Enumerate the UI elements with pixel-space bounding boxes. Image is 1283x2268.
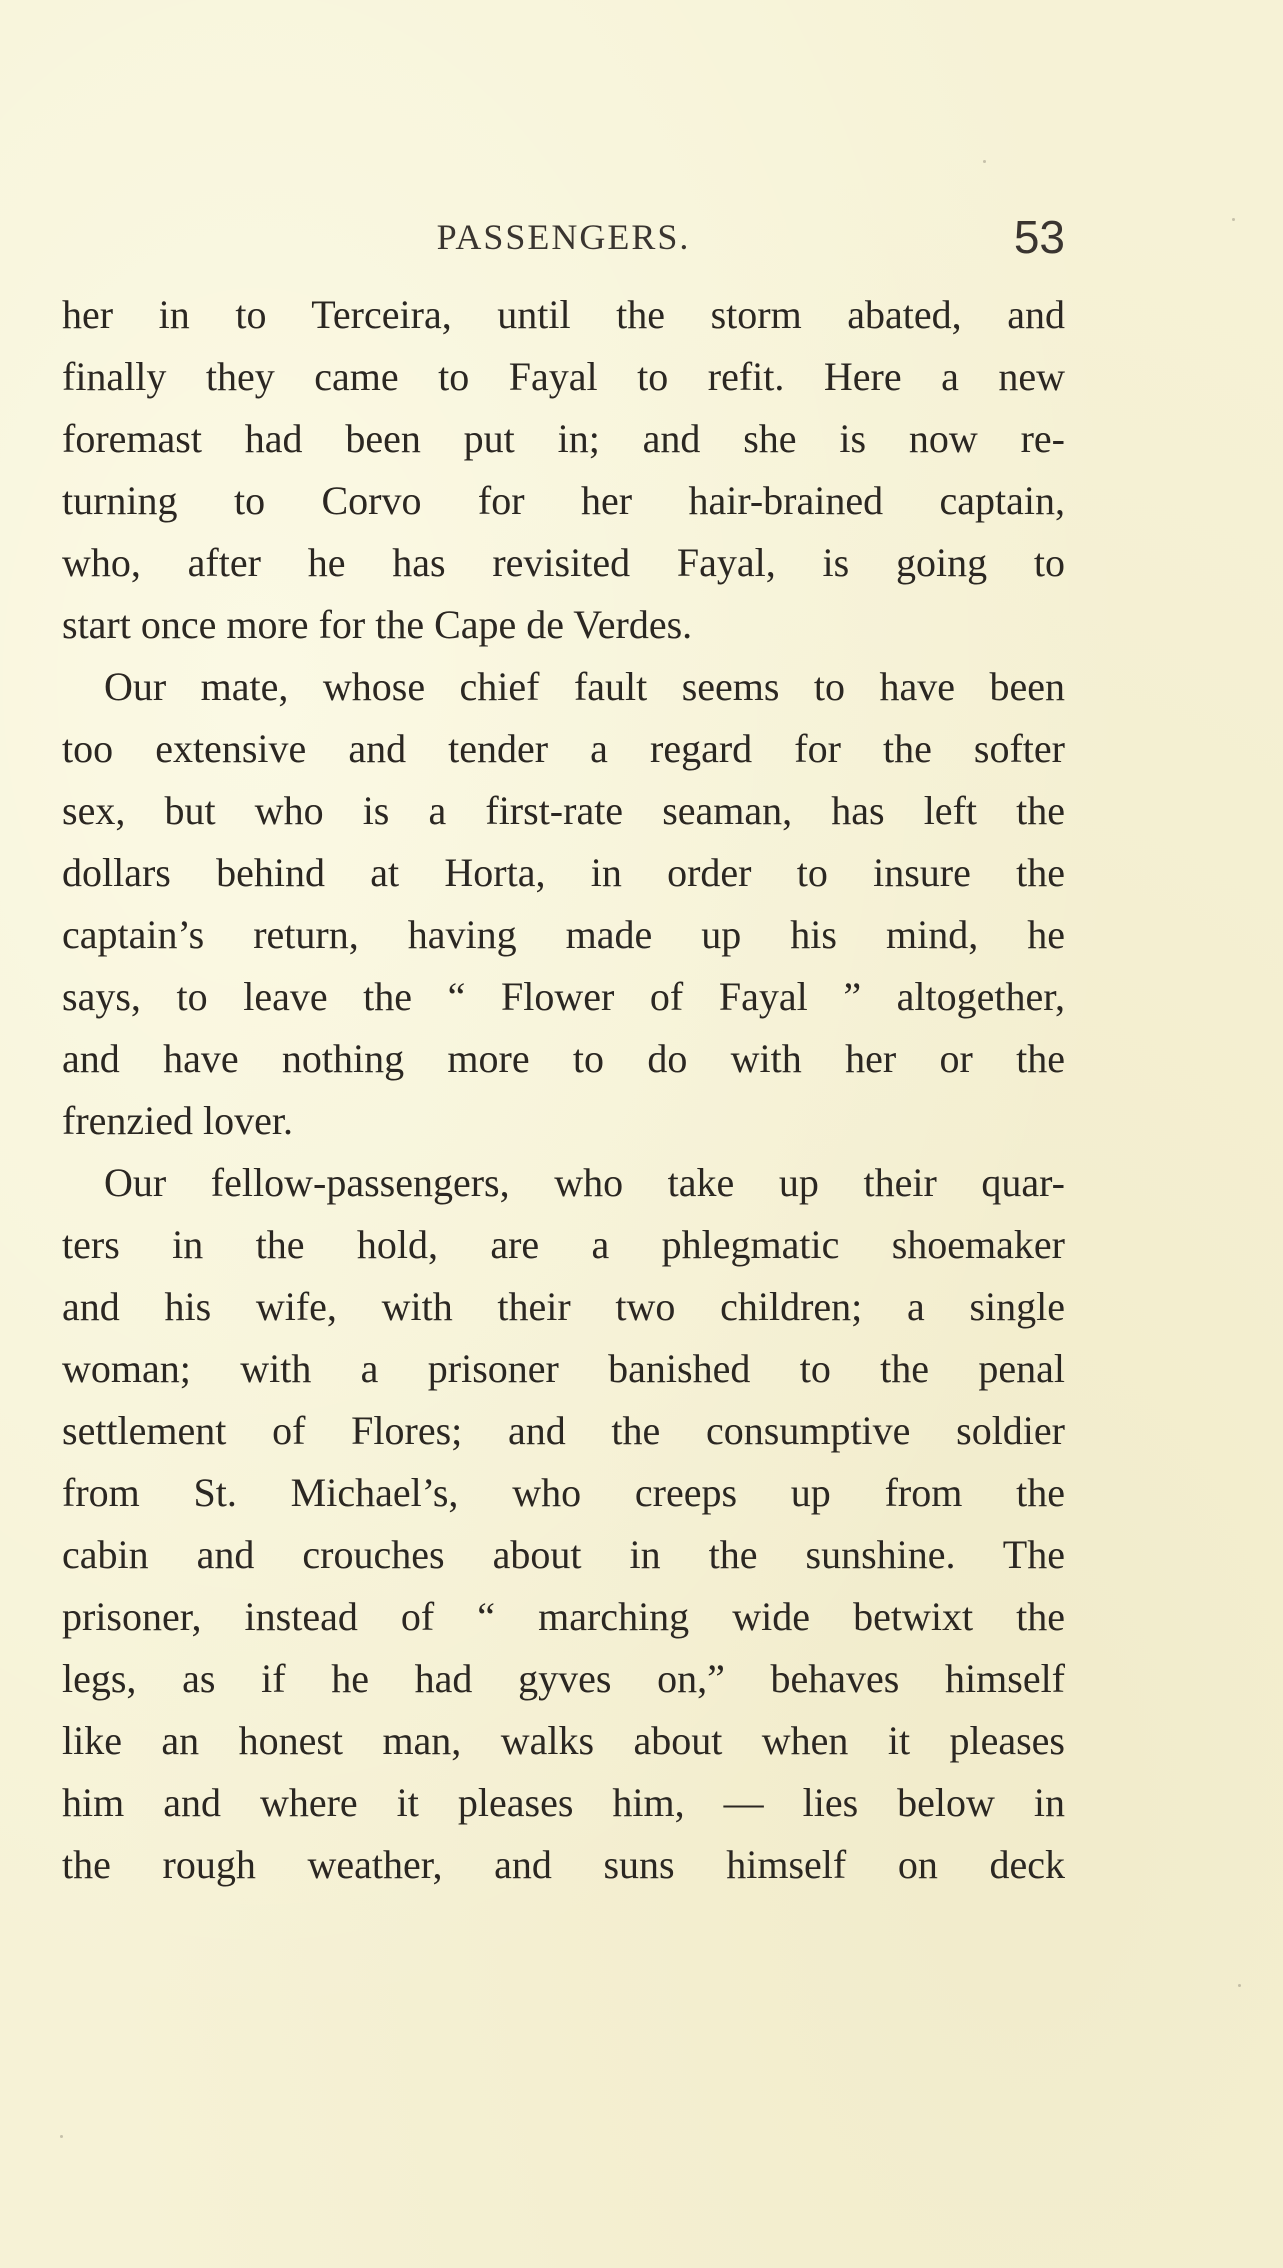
paper-speck: [1232, 218, 1235, 221]
text-line: Our fellow-passengers, who take up their quar-: [104, 1160, 1065, 1205]
text-line: ters in the hold, are a phlegmatic shoemaker: [62, 1222, 1065, 1267]
paper-speck: [60, 2135, 63, 2138]
text-line: frenzied lover.: [62, 1098, 293, 1143]
running-head: [62, 210, 1065, 270]
body-text: [62, 284, 1065, 1896]
text-line: too extensive and tender a regard for the softer: [62, 726, 1065, 771]
paper-speck: [983, 160, 986, 163]
text-line: settlement of Flores; and the consumptive soldier: [62, 1408, 1065, 1453]
running-title: PASSENGERS.: [436, 217, 691, 257]
text-line: him and where it pleases him, — lies below in: [62, 1780, 1065, 1825]
text-line: who, after he has revisited Fayal, is going to: [62, 540, 1065, 585]
text-line: her in to Terceira, until the storm abated, and: [62, 292, 1065, 337]
text-line: dollars behind at Horta, in order to insure the: [62, 850, 1065, 895]
paragraph-3: [62, 1152, 1065, 1896]
text-line: start once more for the Cape de Verdes.: [62, 602, 693, 647]
paper-speck: [1238, 1984, 1241, 1987]
text-line: and his wife, with their two children; a single: [62, 1284, 1065, 1329]
text-line: foremast had been put in; and she is now re-: [62, 416, 1065, 461]
text-line: from St. Michael’s, who creeps up from the: [62, 1470, 1065, 1515]
text-line: sex, but who is a first-rate seaman, has left the: [62, 788, 1065, 833]
text-line: legs, as if he had gyves on,” behaves himself: [62, 1656, 1065, 1701]
text-line: turning to Corvo for her hair-brained captain,: [62, 478, 1065, 523]
text-line: woman; with a prisoner banished to the penal: [62, 1346, 1065, 1391]
text-line: finally they came to Fayal to refit. Here a new: [62, 354, 1065, 399]
text-line: says, to leave the “ Flower of Fayal ” altogether,: [62, 974, 1065, 1019]
text-line: Our mate, whose chief fault seems to have been: [104, 664, 1065, 709]
text-line: like an honest man, walks about when it pleases: [62, 1718, 1065, 1763]
text-line: cabin and crouches about in the sunshine. The: [62, 1532, 1065, 1577]
paragraph-1: [62, 284, 1065, 656]
text-line: captain’s return, having made up his mind, he: [62, 912, 1065, 957]
text-line: and have nothing more to do with her or the: [62, 1036, 1065, 1081]
page-number: 53: [1013, 211, 1065, 263]
text-line: the rough weather, and suns himself on deck: [62, 1842, 1065, 1887]
paragraph-2: [62, 656, 1065, 1152]
text-line: prisoner, instead of “ marching wide betwixt the: [62, 1594, 1065, 1639]
